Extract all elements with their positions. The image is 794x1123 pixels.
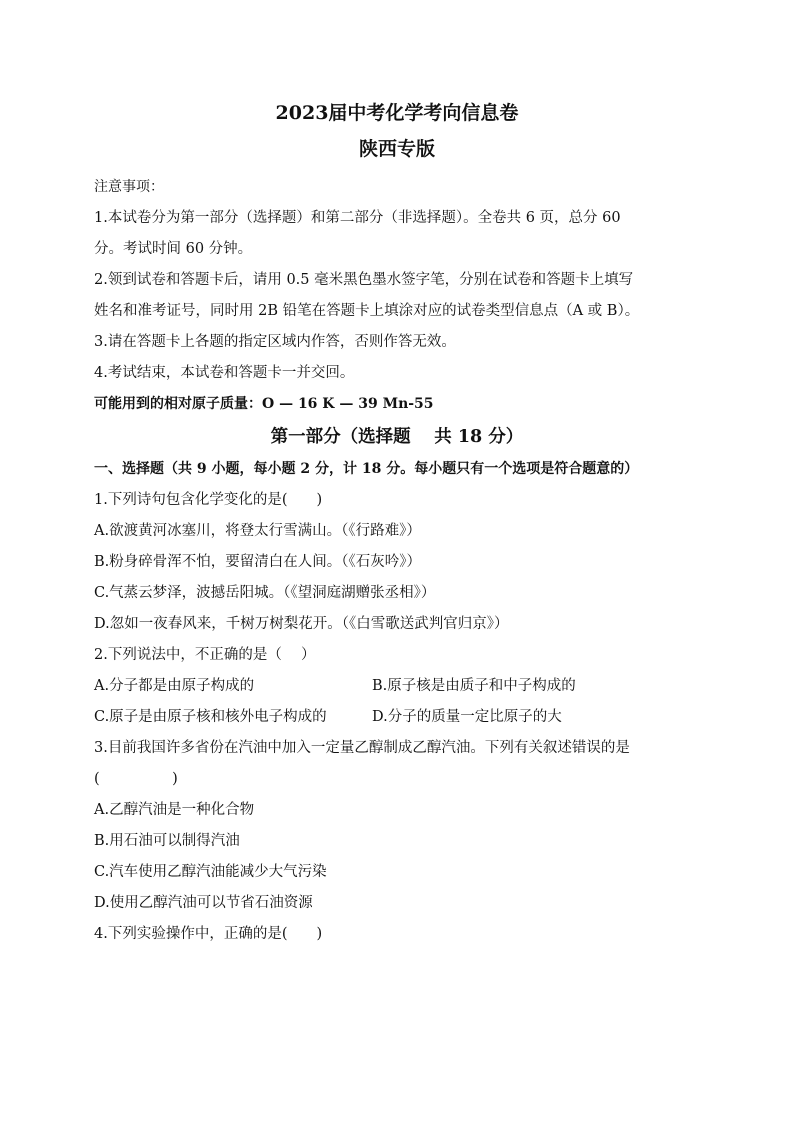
q3-option-c: C.汽车使用乙醇汽油能减少大气污染 [94, 864, 327, 880]
exam-page [94, 98, 700, 950]
q2-option-a: A.分子都是由原子构成的 [94, 678, 255, 694]
q1-option-c: C.气蒸云梦泽，波撼岳阳城。（《望洞庭湖赠张丞相》） [94, 585, 436, 601]
q3-stem-line-1: 3.目前我国许多省份在汽油中加入一定量乙醇制成乙醇汽油。下列有关叙述错误的是 [94, 740, 630, 756]
q3-option-b: B.用石油可以制得汽油 [94, 833, 240, 849]
q3-option-d: D.使用乙醇汽油可以节省石油资源 [94, 895, 313, 911]
notice-item-1-line-2: 分。考试时间 60 分钟。 [94, 241, 253, 257]
q3-option-a: A.乙醇汽油是一种化合物 [94, 802, 255, 818]
notice-heading: 注意事项： [94, 179, 164, 195]
q2-option-c: C.原子是由原子核和核外电子构成的 [94, 709, 327, 725]
q2-stem: 2.下列说法中，不正确的是（ ） [94, 647, 316, 663]
part1-instruction: 一、选择题（共 9 小题，每小题 2 分，计 18 分。每小题只有一个选项是符合题意的） [94, 461, 639, 477]
notice-item-2-line-1: 2.领到试卷和答题卡后，请用 0.5 毫米黑色墨水签字笔，分别在试卷和答题卡上填写 [94, 272, 634, 288]
q1-option-d: D.忽如一夜春风来，千树万树梨花开。（《白雪歌送武判官归京》） [94, 616, 509, 632]
notice-item-3: 3.请在答题卡上各题的指定区域内作答，否则作答无效。 [94, 334, 456, 350]
q2-options-row-2 [94, 702, 700, 733]
notice-item-2-line-2: 姓名和准考证号，同时用 2B 铅笔在答题卡上填涂对应的试卷类型信息点（A 或 B）。 [94, 303, 640, 319]
q4-stem: 4.下列实验操作中，正确的是( ) [94, 926, 323, 942]
q1-stem: 1.下列诗句包含化学变化的是( ) [94, 492, 323, 508]
q2-options-row-1 [94, 671, 700, 702]
notice-item-4: 4.考试结束，本试卷和答题卡一并交回。 [94, 365, 355, 381]
part1-title: 第一部分（选择题 共 18 分） [270, 427, 524, 447]
q2-option-b: B.原子核是由质子和中子构成的 [372, 678, 576, 694]
exam-title: 2023届中考化学考向信息卷 [275, 102, 519, 124]
exam-subtitle: 陕西专版 [358, 138, 435, 160]
notice-item-1-line-1: 1.本试卷分为第一部分（选择题）和第二部分（非选择题）。全卷共 6 页，总分 60 [94, 210, 621, 226]
q3-stem-line-2: ( ) [94, 771, 178, 787]
atomic-mass-note: 可能用到的相对原子质量：O — 16 K — 39 Mn-55 [94, 396, 434, 412]
q1-option-b: B.粉身碎骨浑不怕，要留清白在人间。（《石灰吟》） [94, 554, 422, 570]
q1-option-a: A.欲渡黄河冰塞川，将登太行雪满山。（《行路难》） [94, 523, 421, 539]
q2-option-d: D.分子的质量一定比原子的大 [372, 709, 562, 725]
